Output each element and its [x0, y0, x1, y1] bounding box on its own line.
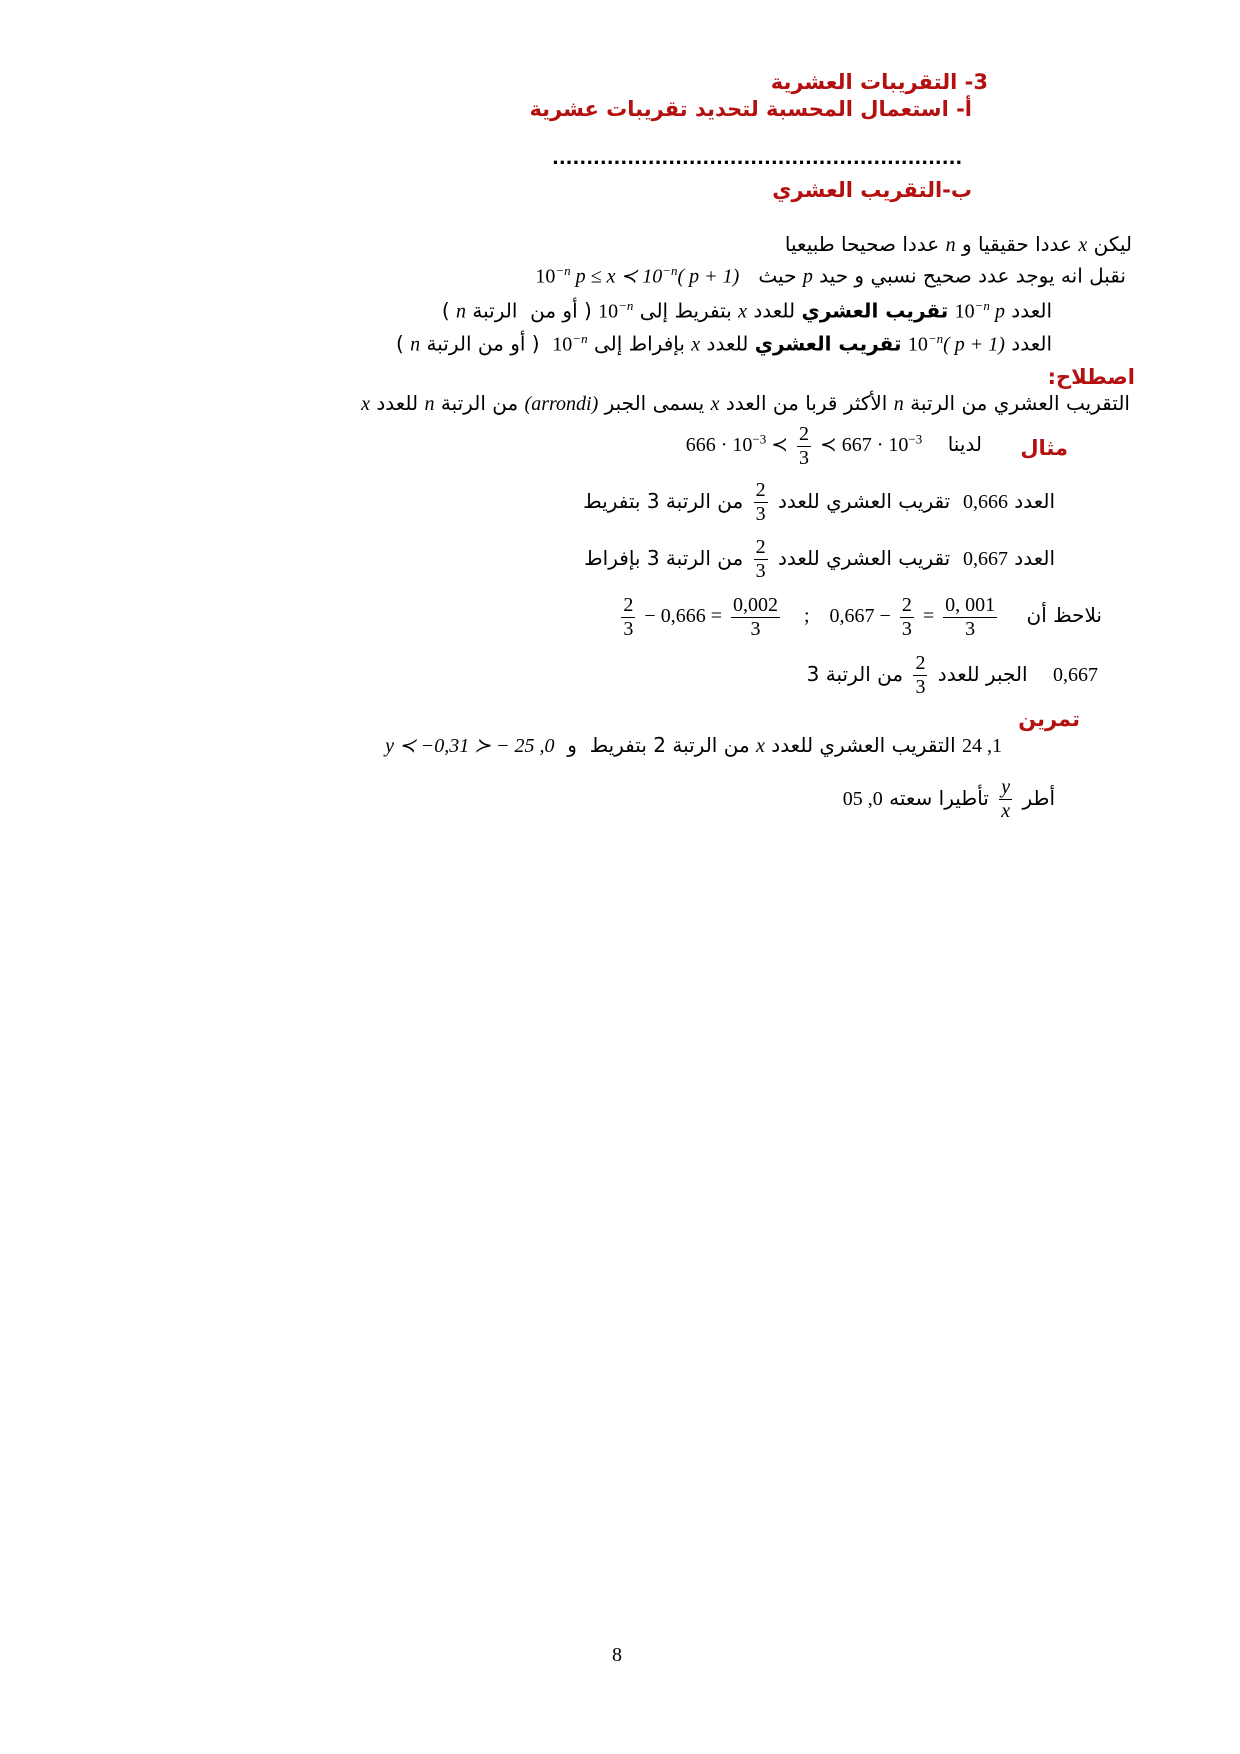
example-row-3: 0,667 الجبر للعدد $\frac{2}{3}$ من الرتبة 3 — [806, 652, 1098, 698]
chapter-heading — [771, 70, 988, 94]
exercise-line-1: 1, 24 التقريب العشري للعدد x من الرتبة 2 بتفريط و 0, 25 − ≺ y ≺ −0,31 — [385, 733, 1002, 757]
example-row-1: العدد 0,666 تقريب العشري للعدد $\frac{2}{3}$ من الرتبة 3 بتفريط — [583, 479, 1055, 525]
page-number: 8 — [612, 1644, 622, 1666]
fraction-y-over-x: $\frac{y}{x}$ — [1001, 776, 1011, 822]
def-line-3: العدد $10^{-n}$ p تقريب العشري للعدد x بتفريط إلى $10^{-n}$ ( أو من الرتبة n ) — [441, 298, 1052, 323]
example-label: مثال — [1020, 436, 1068, 460]
section-b-title: ب-التقريب العشري — [772, 178, 972, 202]
def-line-1: ليكن x عددا حقيقيا و n عددا صحيحا طبيعيا — [784, 232, 1132, 256]
example-inequality: لدينا $666 \cdot 10^{-3}$ ≺ $\frac{2}{3}$ ≺ $667 \cdot 10^{-3}$ — [685, 423, 982, 469]
def-line-2: نقبل انه يوجد عدد صحيح نسبي و حيد p حيث $10^{-n}$ p ≤ x ≺ $10^{-n}$( p + 1) — [535, 263, 1126, 288]
var-p: p — [802, 265, 813, 288]
term-text: التقريب العشري من الرتبة n الأكثر قربا من العدد x يسمى الجبر (arrondi) من الرتبة n للعدد x — [361, 391, 1130, 415]
exercise-line-2: أطر $\frac{y}{x}$ تأطيرا سعته 0, 05 — [842, 776, 1055, 822]
dots-line: ............................................................ — [552, 148, 963, 169]
arrondi-term: (arrondi) — [524, 393, 599, 415]
example-note: نلاحظ أن $\frac{2}{3}$ − 0,666 = $\frac{0,002}{3}$ ; 0,667 − $\frac{2}{3}$ = $\frac{0, 001}{3}$ — [623, 594, 1102, 640]
var-n: n — [945, 234, 956, 256]
exercise-label: تمرين — [1018, 707, 1080, 731]
inequality: $10^{-n}$ p ≤ x ≺ $10^{-n}$( p + 1) — [535, 263, 740, 288]
p-term: $10^{-n}$ p — [954, 298, 1005, 323]
heading-title: التقريبات العشرية — [770, 70, 958, 94]
example-row-2: العدد 0,667 تقريب العشري للعدد $\frac{2}{3}$ من الرتبة 3 بإفراط — [584, 536, 1055, 582]
def-line-4: العدد $10^{-n}$( p + 1) تقريب العشري للعدد x بإفراط إلى $10^{-n}$ ( أو من الرتبة n ) — [396, 331, 1052, 356]
section-a-title: أ- استعمال المحسبة لتحديد تقريبات عشرية — [529, 97, 972, 121]
heading-number: 3- — [964, 70, 988, 94]
ten-power: $10^{-n}$ — [598, 298, 634, 323]
term-label: اصطلاح: — [1047, 365, 1135, 389]
var-x: x — [1078, 234, 1088, 256]
y-range: 0, 25 − ≺ y ≺ −0,31 — [385, 735, 555, 757]
pp-term: $10^{-n}$( p + 1) — [907, 331, 1005, 356]
fraction-two-thirds: $\frac{2}{3}$ — [798, 423, 809, 469]
